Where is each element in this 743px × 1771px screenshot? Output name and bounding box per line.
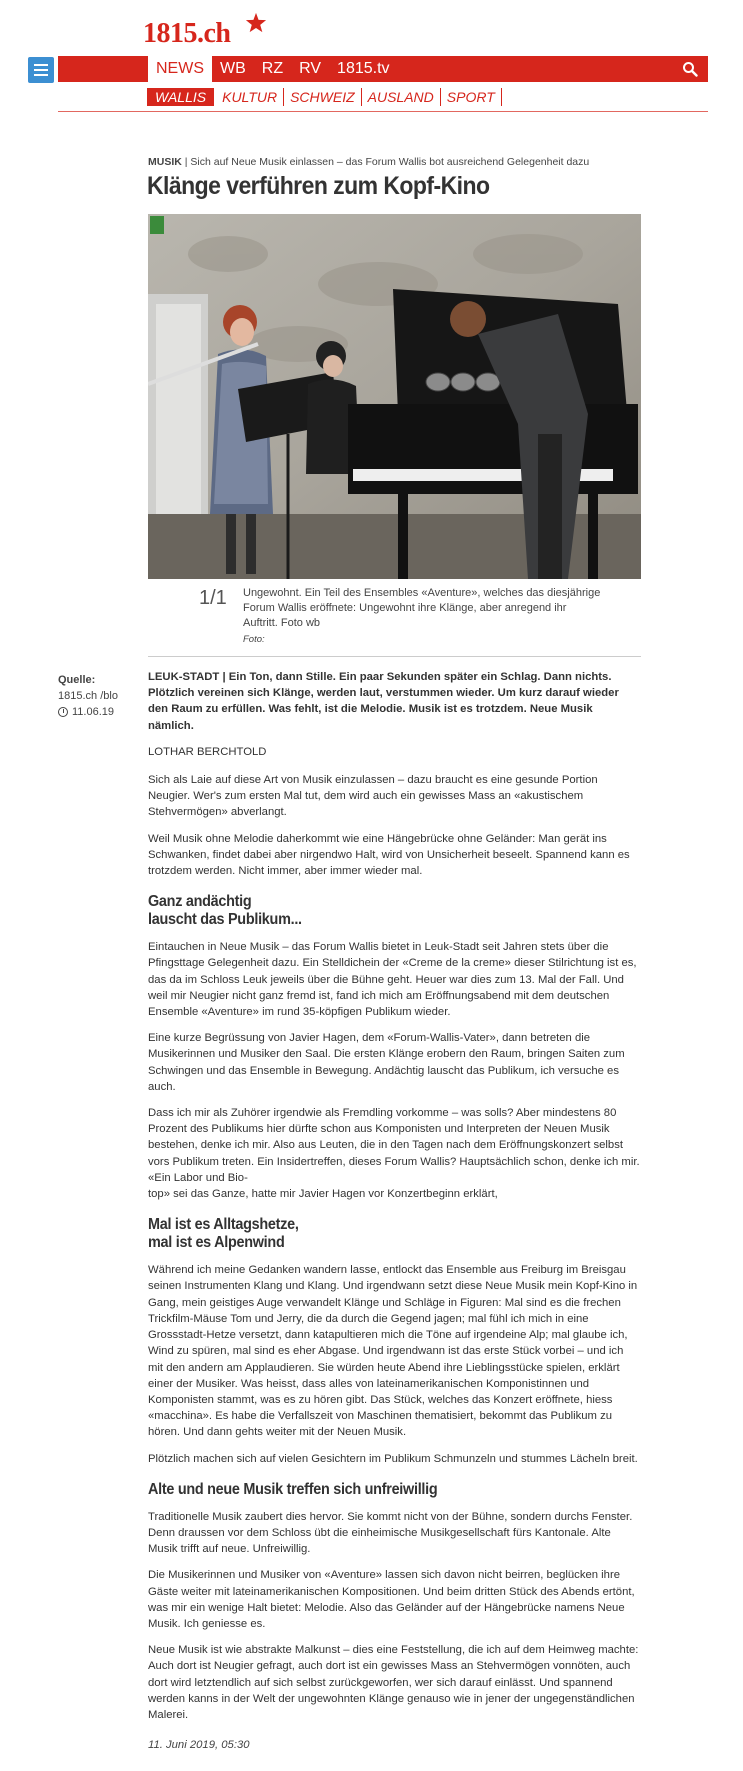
paragraph-part: Dass ich mir als Zuhörer irgendwie als Fremdling vorkomme – was solls? Aber mindestens 80 Prozent des Publikums hier dürfte schon aus Komponisten und Interpreten der Neuen Musik bestehen, denke ich mir. Also aus Leuten, die in den Tagen nach dem Eröffnungskonzert selbst vors Publikum treten. Ein Insidertreffen, dieses Forum Wallis? Hauptsächlich schon, denke ich mir. «Ein Labor und Bio- — [148, 1107, 640, 1184]
article-body — [148, 669, 641, 1753]
logo-text: 1815.ch — [143, 18, 231, 49]
paragraph-part: top» sei das Ganze, hatte mir Javier Hagen vor Konzertbeginn erklärt, — [148, 1188, 498, 1201]
paragraph — [148, 1105, 641, 1202]
gallery-counter: 1/1 — [199, 587, 227, 609]
paragraph: Neue Musik ist wie abstrakte Malkunst – dies eine Feststellung, die ich auf dem Heimweg machte: Auch dort ist Neugier gefragt, auch dort ist ein gewisses Mass an Stehvermögen vonnöten, auch dort wird letztendlich auf sich selbst zurückgeworfen, wer sich darauf einlässt. Und spannend werden kanns in der Welt der ungewohnten Klänge genauso wie in jener der ungegenständlichen Malerei. — [148, 1644, 639, 1721]
topnav-wb[interactable]: WB — [220, 60, 246, 77]
subnav-ausland[interactable]: AUSLAND — [362, 88, 441, 106]
subheading-line: lauscht das Publikum... — [148, 911, 302, 929]
paragraph: Weil Musik ohne Melodie daherkommt wie eine Hängebrücke ohne Geländer: Man gerät ins Schwanken, findet dabei aber nirgendwo Halt, wird von Unsicherheit beseelt. Spannend kann es trotzdem werden. Nicht immer, aber immer wieder mal. — [148, 832, 630, 878]
paragraph: Die Musikerinnen und Musiker von «Aventure» lassen sich davon nicht beirren, beglücken ihre Gäste weiter mit lateinamerikanischen Kompositionen. Und beim dritten Stück des Abends ertönt, was mir ein wenige Halt bietet: Melodie. Also das Geländer auf der Hängebrücke namens Neue Musik. Ich geniesse es. — [148, 1569, 635, 1630]
subnav-kultur[interactable]: KULTUR — [216, 88, 284, 106]
source-value: 1815.ch /blo — [58, 690, 118, 702]
article-lead: LEUK-STADT | Ein Ton, dann Stille. Ein paar Sekunden später ein Schlag. Dann nichts. Plötzlich vereinen sich Klänge, werden laut, verstummen wieder. Um kurz darauf wieder den Raum zu erfüllen. Was fehlt, ist die Melodie. Musik ist es trotzdem. Neue Musik nämlich. — [148, 671, 619, 732]
paragraph: Sich als Laie auf diese Art von Musik einzulassen – dazu braucht es eine gesunde Portion Neugier. Wer's zum ersten Mal tut, dem wird auch ein gewisses Mass an «akustischem Stehvermögen» abverlangt. — [148, 774, 598, 819]
caption-divider — [148, 656, 641, 657]
kicker-section: MUSIK — [148, 156, 182, 168]
site-logo[interactable] — [143, 18, 231, 52]
source-label: Quelle: — [58, 674, 96, 686]
subheading — [148, 893, 606, 929]
article-author: LOTHAR BERCHTOLD — [148, 745, 267, 758]
section-nav — [147, 87, 502, 107]
subheading-line: mal ist es Alpenwind — [148, 1234, 285, 1252]
publish-date-text: 11.06.19 — [72, 706, 115, 718]
header-divider — [58, 111, 708, 112]
clock-icon — [58, 707, 68, 717]
topnav-rz[interactable]: RZ — [261, 60, 284, 77]
paragraph: Plötzlich machen sich auf vielen Gesichtern im Publikum Schmunzeln und stummes Lächeln breit. — [148, 1452, 638, 1465]
paragraph: Traditionelle Musik zaubert dies hervor. Sie kommt nicht von der Bühne, sondern durchs Fenster. Denn draussen vor dem Schloss übt die einheimische Musikgesellschaft fürs Kantonale. Alte Musik trifft auf neue. Unfreiwillig. — [148, 1510, 633, 1556]
paragraph: Während ich meine Gedanken wandern lasse, entlockt das Ensemble aus Freiburg im Breisgau seinen Instrumenten Klang und Klang. Und irgendwann setzt diese Neue Musik mein Kopf-Kino in Gang, mein geistiges Auge verwandelt Klänge und Schläge in Figuren: Mal sind es die frechen Trickfilm-Mäuse Tom und Jerry, die da durch die Gegend jagen; mal fühl ich mich in eine Grossstadt-Hetze versetzt, dann katapultieren mich die Töne auf irgendeine Alp; mal glaube ich, Wind zu spüren, mal sind es eher Abgase. Und irgendwann ist das erste Stück vorbei – und ich mit den andern am Applaudieren. Sie würden heute Abend ihre Lieblingsstücke spielen, erklärt einer der Musiker. Was heisst, dass alles von lateinamerikanischen Komponistinnen und Komponisten stammt, was es zu hören gibt. Das Stück, welches das Konzert eröffnete, hiess «macchina». Es habe die Verfallszeit von Maschinen thematisiert, bekommt das Publikum zu hören. Und dann gehts weiter mit der Neuen Musik. — [148, 1264, 638, 1439]
article-dateline: 11. Juni 2019, 05:30 — [148, 1739, 250, 1752]
article-headline: Klänge verführen zum Kopf-Kino — [147, 172, 490, 200]
top-nav — [148, 56, 398, 82]
subheading-line: Mal ist es Alltagshetze, — [148, 1216, 299, 1234]
subnav-wallis[interactable]: WALLIS — [147, 88, 214, 106]
topnav-1815tv[interactable]: 1815.tv — [337, 60, 390, 77]
topnav-rv[interactable]: RV — [299, 60, 322, 77]
paragraph: Eintauchen in Neue Musik – das Forum Wallis bietet in Leuk-Stadt seit Jahren stets über die Pfingsttage Gelegenheit dazu. Ein Stelldichein der «Creme de la creme» dieser Stilrichtung ist es, das da im Schloss Leuk jeweils über die Bühne geht. Heuer war dies zum 13. Mal der Fall. Und weil mir Neugier nicht ganz fremd ist, fand ich mich am Eröffnungsabend mit dem deutschen Ensemble «Aventure» im rund 35-köpfigen Publikum wieder. — [148, 941, 637, 1019]
subnav-sport[interactable]: SPORT — [441, 88, 502, 106]
paragraph: Eine kurze Begrüssung von Javier Hagen, dem «Forum-Wallis-Vater», dann betreten die Musikerinnen und Musiker den Saal. Die ersten Klänge erobern den Raum, bringen Saiten zum Schwingen und das Ensemble in Bewegung. Andächtig lauscht das Publikum, ich versuche es auch. — [148, 1032, 625, 1093]
publish-date — [58, 704, 138, 720]
article-photo[interactable] — [148, 214, 641, 579]
subnav-schweiz[interactable]: SCHWEIZ — [284, 88, 362, 106]
kicker-text: | Sich auf Neue Musik einlassen – das Forum Wallis bot ausreichend Gelegenheit dazu — [184, 156, 590, 168]
photo-caption: Ungewohnt. Ein Teil des Ensembles «Aventure», welches das diesjährige Forum Wallis eröffnete: Ungewohnt ihre Klänge, aber anregend ihr Auftritt. Foto wb — [243, 587, 601, 629]
top-navigation-bar — [58, 56, 708, 82]
search-icon[interactable] — [682, 61, 698, 77]
topnav-news[interactable]: NEWS — [148, 56, 212, 82]
subheading — [148, 1216, 606, 1252]
photo-credit-label: Foto: — [243, 634, 265, 645]
hamburger-menu-icon[interactable] — [28, 57, 54, 83]
subheading: Alte und neue Musik treffen sich unfreiwillig — [148, 1480, 438, 1498]
star-icon — [245, 12, 267, 34]
article-kicker — [148, 156, 589, 168]
article-meta — [58, 672, 138, 720]
subheading-line: Ganz andächtig — [148, 893, 252, 911]
